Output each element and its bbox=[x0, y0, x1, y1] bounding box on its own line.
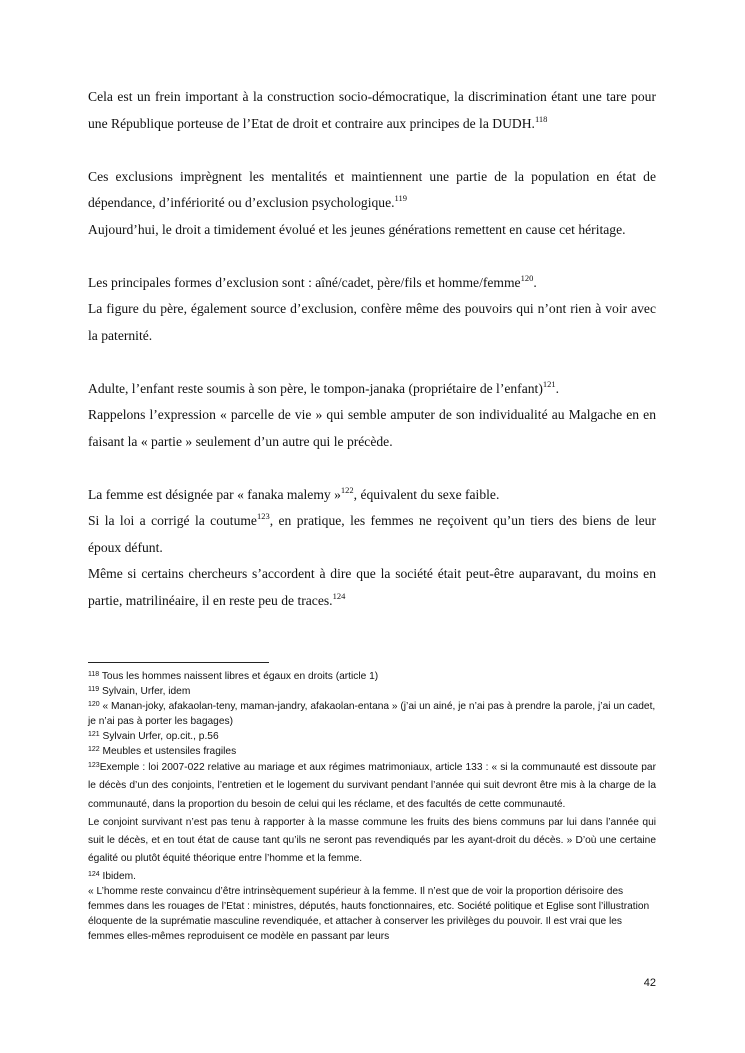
paragraph-text: Si la loi a corrigé la coutume bbox=[88, 513, 257, 528]
paragraph-text: . bbox=[555, 380, 559, 396]
footnote-number: 120 bbox=[88, 701, 100, 708]
paragraph-text: . bbox=[533, 274, 537, 290]
paragraph-text: , équivalent du sexe faible. bbox=[353, 486, 500, 502]
footnote-text: Sylvain Urfer, op.cit., p.56 bbox=[102, 731, 219, 742]
paragraph-enfant-soumis bbox=[88, 376, 656, 403]
footnote-ref-124[interactable]: 124 bbox=[332, 590, 346, 601]
paragraph-figure-pere: La figure du père, également source d’exclusion, confère même des pouvoirs qui n’ont rien à voir avec la paternité. bbox=[88, 301, 656, 343]
footnote-ref-118[interactable]: 118 bbox=[534, 113, 548, 124]
footnote-123-continued: Le conjoint survivant n’est pas tenu à rapporter à la masse commune les fruits des biens communs par lui dans l’année qui suit le décès, et en tout état de cause tant qu’ils ne seront pas revendiqués par les ayant-droit du décès. » D’où une certaine égalité ou plutôt équité théorique entre l’homme et la femme. bbox=[88, 816, 656, 865]
footnote-text: Sylvain, Urfer, idem bbox=[102, 686, 191, 697]
paragraph-formes-exclusion bbox=[88, 270, 656, 297]
footnote-122 bbox=[88, 744, 656, 759]
paragraph-text: La femme est désignée par « fanaka malemy » bbox=[88, 486, 341, 502]
footnote-120 bbox=[88, 699, 656, 729]
footnote-text: Exemple : loi 2007-022 relative au mariage et aux régimes matrimoniaux, article 133 : « si la communauté est dissoute par le décès d’un des conjoints, l’entretien et le logement du survivant pendant l’année qui suit devront être mis à la charge de la communauté, dans la proportion du besoin de celui qui les réclame, et des facultés de cette communauté. bbox=[88, 762, 656, 810]
paragraph-droit-evolue: Aujourd’hui, le droit a timidement évolué et les jeunes générations remettent en cause cet héritage. bbox=[88, 221, 626, 237]
footnote-123 bbox=[88, 759, 656, 814]
paragraph-discrimination bbox=[88, 84, 656, 137]
footnote-118 bbox=[88, 669, 656, 684]
footnote-124 bbox=[88, 869, 656, 884]
footnotes bbox=[88, 669, 656, 944]
paragraph-text: Adulte, l’enfant reste soumis à son père, le tompon-janaka (propriétaire de l’enfant) bbox=[88, 380, 543, 396]
footnote-text: Meubles et ustensiles fragiles bbox=[102, 746, 237, 757]
footnote-ref-123[interactable]: 123 bbox=[256, 511, 270, 521]
footnote-number: 124 bbox=[88, 870, 100, 878]
footnote-text: « Manan-joky, afakaolan-teny, maman-jandry, afakaolan-entana » (j’ai un ainé, je n’ai pas à prendre la parole, j’ai un cadet, je n’ai pas à porter les bagages) bbox=[88, 701, 656, 727]
paragraph-text: , en pratique, les femmes ne reçoivent qu’un tiers des biens de leur époux défunt. bbox=[88, 513, 656, 555]
footnote-ref-122[interactable]: 122 bbox=[340, 484, 354, 495]
paragraph-matrilineaire bbox=[88, 561, 656, 614]
footnote-ref-119[interactable]: 119 bbox=[394, 193, 407, 203]
page-number: 42 bbox=[643, 977, 656, 989]
paragraph-text: Cela est un frein important à la construction socio-démocratique, la discrimination étant une tare pour une République porteuse de l’Etat de droit et contraire aux principes de la DUDH. bbox=[88, 89, 656, 131]
footnote-121 bbox=[88, 729, 656, 744]
footnote-text: Tous les hommes naissent libres et égaux en droits (article 1) bbox=[101, 671, 379, 682]
paragraph-loi-coutume bbox=[88, 508, 656, 561]
paragraph-femme-designee bbox=[88, 482, 656, 509]
footnote-separator bbox=[88, 662, 269, 663]
paragraph-exclusions bbox=[88, 164, 656, 217]
footnote-119 bbox=[88, 684, 656, 699]
footnote-ref-120[interactable]: 120 bbox=[520, 272, 534, 283]
footnote-text: Ibidem. bbox=[102, 870, 136, 882]
footnote-number: 122 bbox=[88, 746, 100, 753]
paragraph-text: Les principales formes d’exclusion sont : aîné/cadet, père/fils et homme/femme bbox=[88, 274, 521, 290]
footnote-ref-121[interactable]: 121 bbox=[542, 378, 556, 389]
footnote-number: 119 bbox=[88, 686, 100, 693]
footnote-number: 118 bbox=[88, 671, 100, 678]
footnote-124-quote: « L’homme reste convaincu d’être intrinsèquement supérieur à la femme. Il n’est que de voir la proportion dérisoire des femmes dans les rouages de l’Etat : ministres, députés, hauts fonctionnaires, etc. Société politique et Eglise sont l’illustration éloquente de la suprématie masculine revendiquée, et attacher à conserver les privilèges du pouvoir. Il est vrai que les femmes elles-mêmes reproduisent ce modèle en passant par leurs bbox=[88, 885, 650, 942]
paragraph-text: Même si certains chercheurs s’accordent à dire que la société était peut-être auparavant, du moins en partie, matrilinéaire, il en reste peu de traces. bbox=[88, 566, 656, 608]
footnote-number: 121 bbox=[88, 731, 100, 738]
footnote-number: 123 bbox=[88, 762, 100, 769]
paragraph-text: Ces exclusions imprègnent les mentalités et maintiennent une partie de la population en état de dépendance, d’infériorité ou d’exclusion psychologique. bbox=[88, 168, 656, 210]
body-text bbox=[88, 84, 656, 614]
paragraph-parcelle-de-vie: Rappelons l’expression « parcelle de vie » qui semble amputer de son individualité au Malgache en en faisant la « partie » seulement d’un autre qui le précède. bbox=[88, 407, 656, 449]
